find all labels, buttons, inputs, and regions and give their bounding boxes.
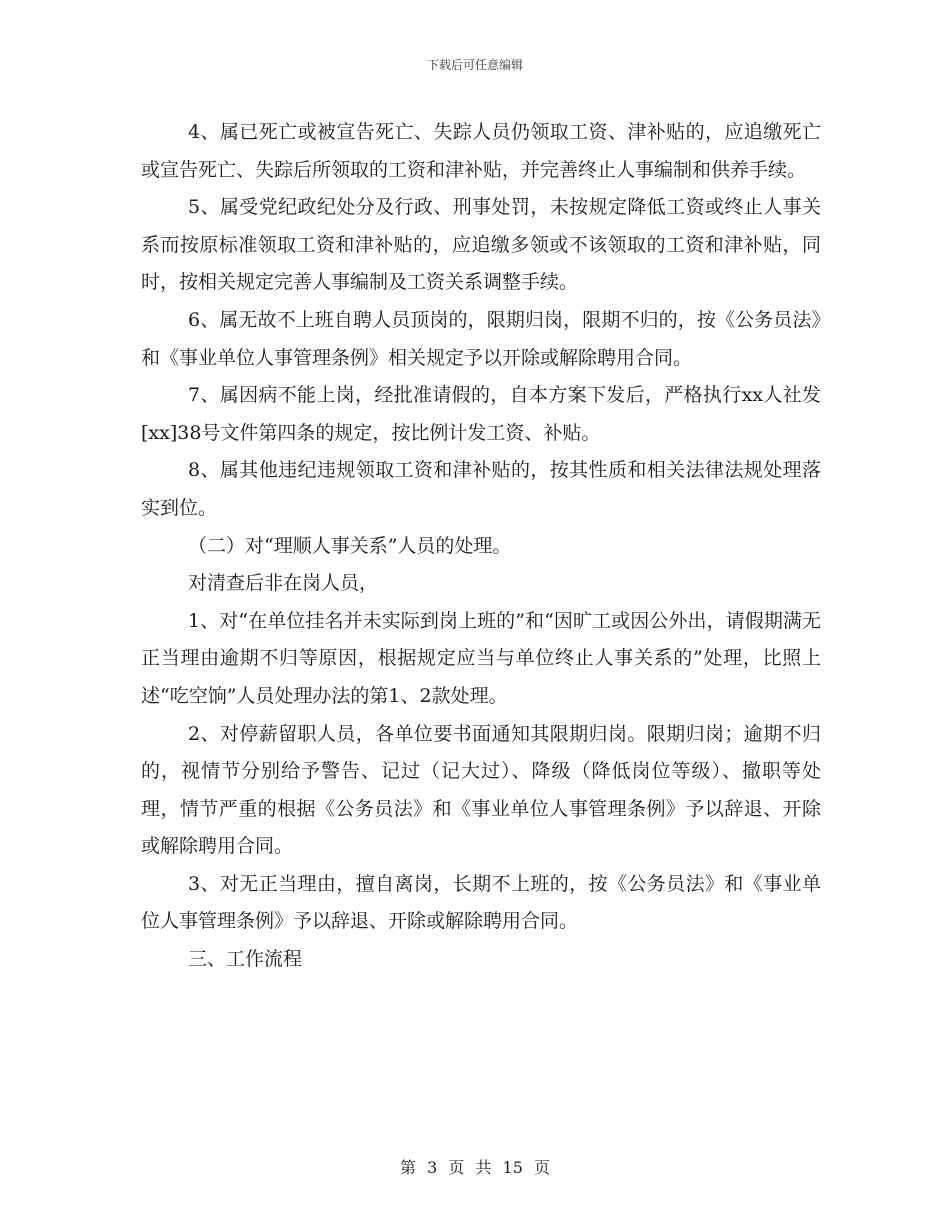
page-header: 下载后可任意编辑 — [426, 58, 523, 72]
section-heading-3: 三、工作流程 — [188, 948, 303, 971]
paragraph-b2: 2、对停薪留职人员，各单位要书面通知其限期归岗。限期归岗；逾期不归的，视情节分别给予警告、记过（记大过）、降级（降低岗位等级）、撤职等处理，情节严重的根据《公务员法》和《事业单位人事管理条例》予以辞退、开除或解除聘用合同。 — [141, 722, 821, 858]
paragraph-4: 4、属已死亡或被宣告死亡、失踪人员仍领取工资、津补贴的，应追缴死亡或宣告死亡、失踪后所领取的工资和津补贴，并完善终止人事编制和供养手续。 — [141, 121, 821, 181]
document-body — [141, 114, 821, 979]
paragraph-b1: 1、对“在单位挂名并未实际到岗上班的”和“因旷工或因公外出，请假期满无正当理由逾期不归等原因，根据规定应当与单位终止人事关系的”处理，比照上述“吃空饷”人员处理办法的第1、2款处理。 — [141, 609, 821, 707]
paragraph-6: 6、属无故不上班自聘人员顶岗的，限期归岗，限期不归的，按《公务员法》和《事业单位人事管理条例》相关规定予以开除或解除聘用合同。 — [141, 308, 821, 369]
paragraph-7: 7、属因病不能上岗，经批准请假的，自本方案下发后，严格执行xx人社发[xx]38号文件第四条的规定，按比例计发工资、补贴。 — [141, 384, 821, 444]
paragraph-intro: 对清查后非在岗人员， — [188, 572, 379, 595]
paragraph-5: 5、属受党纪政纪处分及行政、刑事处罚，未按规定降低工资或终止人事关系而按原标准领取工资和津补贴的，应追缴多领或不该领取的工资和津补贴，同时，按相关规定完善人事编制及工资关系调整手续。 — [141, 196, 821, 294]
paragraph-8: 8、属其他违纪违规领取工资和津补贴的，按其性质和相关法律法规处理落实到位。 — [141, 459, 821, 519]
section-heading-2: （二）对“理顺人事关系”人员的处理。 — [188, 534, 512, 557]
paragraph-b3: 3、对无正当理由，擅自离岗，长期不上班的，按《公务员法》和《事业单位人事管理条例》予以辞退、开除或解除聘用合同。 — [141, 872, 821, 933]
page-footer: 第 3 页 共 15 页 — [400, 1158, 550, 1177]
